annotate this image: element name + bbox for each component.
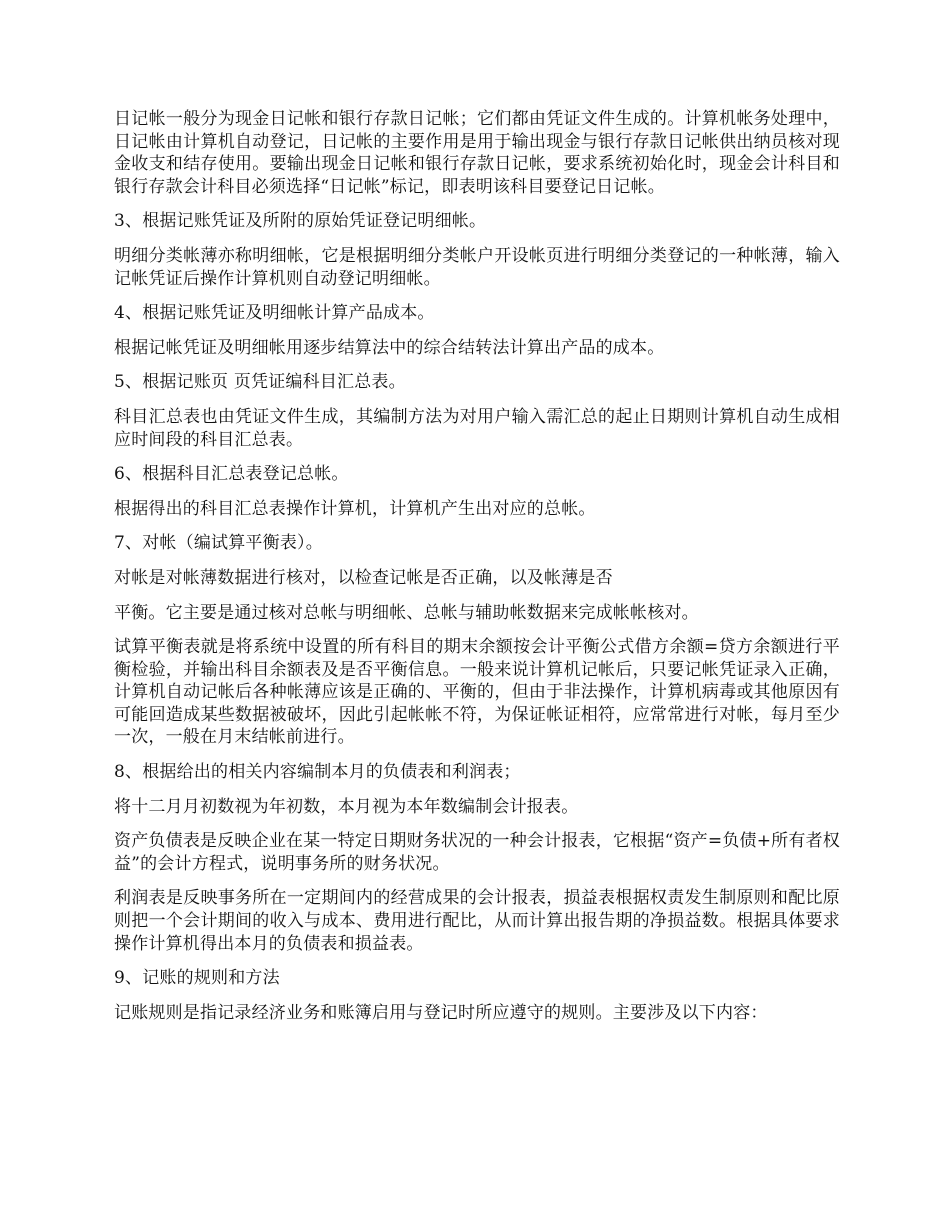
heading-step-3: 3、根据记账凭证及所附的原始凭证登记明细帐。 (114, 211, 487, 232)
heading-step-7: 7、对帐（编试算平衡表）。 (114, 533, 323, 554)
paragraph-year-start: 将十二月月初数视为年初数，本月视为本年数编制会计报表。 (114, 796, 579, 817)
paragraph-trial-balance: 试算平衡表就是将系统中设置的所有科目的期末余额按会计平衡公式借方余额=贷方余额进行平衡检验，并输出科目余额表及是否平衡信息。一般来说计算机记帐后，只要记帐凭证录入正确，计算机自动记帐后各种帐薄应该是正确的、平衡的，但由于非法操作，计算机病毒或其他原因有可能回造成某些数据被破坏，因此引起帐帐不符，为保证帐证相符，应常常进行对帐，每月至少一次，一般在月末结帐前进行。 (114, 637, 840, 748)
paragraph-bookkeeping-rules: 记账规则是指记录经济业务和账簿启用与登记时所应遵守的规则。主要涉及以下内容： (114, 1002, 768, 1023)
heading-step-8: 8、根据给出的相关内容编制本月的负债表和利润表； (114, 762, 521, 783)
heading-step-9: 9、记账的规则和方法 (114, 968, 280, 989)
paragraph-journal-intro: 日记帐一般分为现金日记帐和银行存款日记帐；它们都由凭证文件生成的。计算机帐务处理中，日记帐由计算机自动登记，日记帐的主要作用是用于输出现金与银行存款日记帐供出纳员核对现金收支和结存使用。要输出现金日记帐和银行存款日记帐，要求系统初始化时，现金会计科目和银行存款会计科目必须选择“日记帐”标记，即表明该科目要登记日记帐。 (114, 109, 840, 197)
paragraph-reconciliation-1: 对帐是对帐薄数据进行核对，以检查记帐是否正确，以及帐薄是否 (114, 567, 613, 588)
document-page (114, 108, 840, 1036)
heading-step-6: 6、根据科目汇总表登记总帐。 (114, 464, 349, 485)
paragraph-summary-table: 科目汇总表也由凭证文件生成，其编制方法为对用户输入需汇总的起止日期则计算机自动生成相应时间段的科目汇总表。 (114, 406, 840, 450)
heading-step-5: 5、根据记账页 页凭证编科目汇总表。 (114, 372, 406, 393)
paragraph-detail-ledger: 明细分类帐薄亦称明细帐，它是根据明细分类帐户开设帐页进行明细分类登记的一种帐薄，输入记帐凭证后操作计算机则自动登记明细帐。 (114, 245, 840, 289)
paragraph-balance-sheet: 资产负债表是反映企业在某一特定日期财务状况的一种会计报表，它根据“资产=负债+所有者权益”的会计方程式，说明事务所的财务状况。 (114, 831, 840, 874)
paragraph-income-statement: 利润表是反映事务所在一定期间内的经营成果的会计报表，损益表根据权责发生制原则和配比原则把一个会计期间的收入与成本、费用进行配比，从而计算出报告期的净损益数。根据具体要求操作计算机得出本月的负债表和损益表。 (114, 888, 840, 954)
paragraph-reconciliation-2: 平衡。它主要是通过核对总帐与明细帐、总帐与辅助帐数据来完成帐帐核对。 (114, 602, 699, 623)
heading-step-4: 4、根据记账凭证及明细帐计算产品成本。 (114, 303, 435, 324)
paragraph-general-ledger: 根据得出的科目汇总表操作计算机，计算机产生出对应的总帐。 (114, 498, 596, 519)
paragraph-product-cost: 根据记帐凭证及明细帐用逐步结算法中的综合结转法计算出产品的成本。 (114, 337, 665, 358)
